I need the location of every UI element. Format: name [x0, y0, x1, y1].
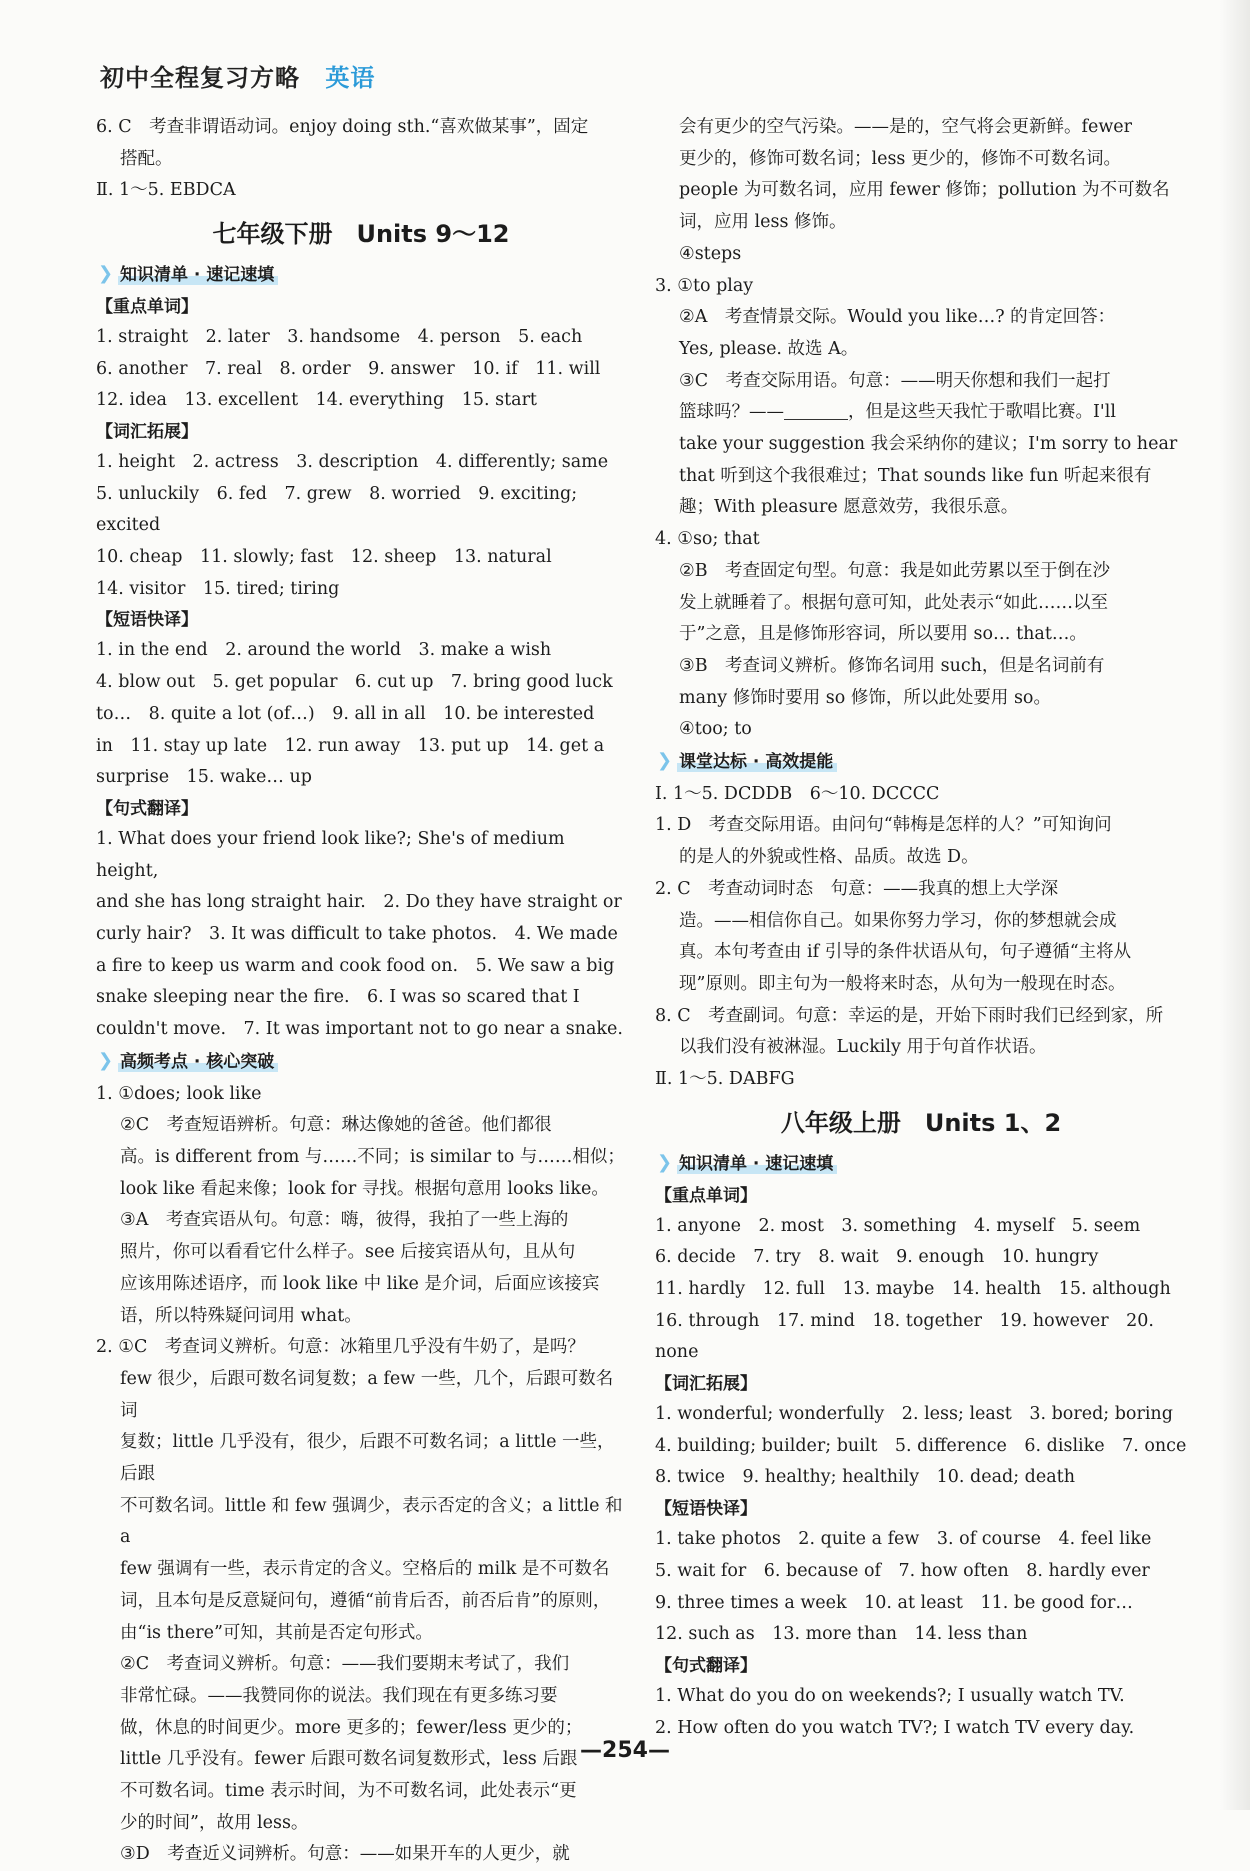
section-heading	[96, 1048, 278, 1076]
answer-line: that 听到这个我很难过；That sounds like fun 听起来很有	[679, 465, 1152, 486]
book-title: 初中全程复习方略	[100, 63, 300, 92]
answer-line: 2. ①C 考查词义辨析。句意：冰箱里几乎没有牛奶了，是吗？	[96, 1337, 585, 1358]
answer-line: 的是人的外貌或性格、品质。故选 D。	[679, 847, 979, 868]
section-label: 知识清单 · 速记速填	[677, 1154, 837, 1174]
answer-line: 3. ①to play	[655, 275, 754, 296]
section-heading	[655, 748, 837, 776]
answer-line: 1. ①does; look like	[96, 1083, 262, 1104]
subsection-title: 【句式翻译】	[96, 798, 198, 819]
answer-line: ③C 考查交际用语。句意：——明天你想和我们一起打	[679, 370, 1111, 391]
answer-line: 语，所以特殊疑问词用 what。	[120, 1305, 362, 1326]
answer-line: Ⅱ. 1～5. DABFG	[655, 1069, 795, 1090]
chevron-right-icon: ❯	[98, 1049, 114, 1071]
answer-line: 11. hardly 12. full 13. maybe 14. health 15. although	[655, 1278, 1171, 1299]
answer-line: 1. height 2. actress 3. description 4. differently; same	[96, 451, 609, 472]
answer-line: 10. cheap 11. slowly; fast 12. sheep 13. natural	[96, 547, 552, 568]
unit-title: 八年级上册 Units 1、2	[780, 1108, 1062, 1137]
answer-line: little 几乎没有。fewer 后跟可数名词复数形式，less 后跟	[120, 1749, 578, 1770]
answer-line: 会有更少的空气污染。——是的，空气将会更新鲜。fewer	[679, 117, 1133, 137]
answer-line: 12. such as 13. more than 14. less than	[655, 1624, 1028, 1645]
answer-line: snake sleeping near the fire. 6. I was so scared that I	[96, 987, 580, 1008]
answer-line: 4. building; builder; built 5. difference 6. dislike 7. once	[655, 1435, 1187, 1456]
subsection-title: 【句式翻译】	[655, 1655, 757, 1676]
right-column	[655, 112, 1187, 1744]
answer-line: 少的时间”，故用 less。	[120, 1812, 309, 1833]
answer-line: 6. decide 7. try 8. wait 9. enough 10. hungry	[655, 1247, 1099, 1268]
answer-line: ③D 考查近义词辨析。句意：——如果开车的人更少，就	[120, 1844, 570, 1865]
answer-line: in 11. stay up late 12. run away 13. put up 14. get a	[96, 735, 605, 756]
answer-line: couldn't move. 7. It was important not to go near a snake.	[96, 1019, 623, 1040]
chevron-right-icon: ❯	[657, 750, 673, 772]
unit-title: 七年级下册 Units 9～12	[212, 220, 510, 249]
answer-line: 搭配。	[120, 148, 173, 169]
answer-line: 1. anyone 2. most 3. something 4. myself 5. seem	[655, 1215, 1141, 1236]
chevron-right-icon: ❯	[657, 1151, 673, 1173]
answer-line: many 修饰时要用 so 修饰，所以此处要用 so。	[679, 687, 1051, 708]
section-label: 知识清单 · 速记速填	[118, 265, 278, 285]
subsection-title: 【重点单词】	[96, 296, 198, 317]
answer-line: to… 8. quite a lot (of…) 9. all in all 10. be interested	[96, 703, 595, 724]
subject-title: 英语	[325, 63, 376, 92]
subsection-title: 【短语快译】	[96, 610, 198, 631]
answer-line: 于”之意，且是修饰形容词，所以要用 so… that…。	[679, 624, 1087, 645]
page-edge-shadow	[1220, 0, 1250, 1810]
answer-line: 趣；With pleasure 愿意效劳，我很乐意。	[679, 497, 1019, 518]
section-label: 课堂达标 · 高效提能	[677, 752, 837, 772]
chevron-right-icon: ❯	[98, 263, 114, 285]
answer-line: 5. unluckily 6. fed 7. grew 8. worried 9. exciting; excited	[96, 483, 578, 536]
answer-line: 4. blow out 5. get popular 6. cut up 7. bring good luck	[96, 672, 613, 693]
answer-line: Ⅱ. 1～5. EBDCA	[96, 180, 236, 201]
answer-line: 复数；little 几乎没有，很少，后跟不可数名词；a little 一些，后跟	[120, 1432, 615, 1485]
answer-line: ④too; to	[679, 719, 752, 740]
subsection-title: 【词汇拓展】	[96, 421, 198, 442]
answer-line: 1. straight 2. later 3. handsome 4. person 5. each	[96, 326, 583, 347]
answer-line: 6. C 考查非谓语动词。enjoy doing sth.“喜欢做某事”，固定	[96, 117, 589, 137]
answer-line: and she has long straight hair. 2. Do they have straight or	[96, 892, 622, 913]
answer-line: few 强调有一些，表示肯定的含义。空格后的 milk 是不可数名	[120, 1559, 610, 1580]
answer-line: 造。——相信你自己。如果你努力学习，你的梦想就会成	[679, 910, 1117, 931]
answer-line: ②C 考查词义辨析。句意：——我们要期末考试了，我们	[120, 1654, 570, 1675]
answer-line: ③A 考查宾语从句。句意：嗨，彼得，我拍了一些上海的	[120, 1210, 569, 1231]
answer-line: 8. twice 9. healthy; healthily 10. dead; death	[655, 1467, 1075, 1488]
answer-line: 不可数名词。little 和 few 强调少，表示否定的含义；a little 和 a	[120, 1495, 623, 1548]
answer-line: surprise 15. wake… up	[96, 767, 312, 788]
answer-line: 1. wonderful; wonderfully 2. less; least 3. bored; boring	[655, 1404, 1173, 1425]
answer-line: 发上就睡着了。根据句意可知，此处表示“如此……以至	[679, 592, 1108, 613]
answer-line: 5. wait for 6. because of 7. how often 8. hardly ever	[655, 1560, 1150, 1581]
answer-line: ②B 考查固定句型。句意：我是如此劳累以至于倒在沙	[679, 560, 1111, 581]
answer-line: look like 看起来像；look for 寻找。根据句意用 looks like。	[120, 1178, 609, 1199]
answer-line: 8. C 考查副词。句意：幸运的是，开始下雨时我们已经到家，所	[655, 1005, 1164, 1026]
section-heading	[655, 1150, 837, 1178]
answer-line: 做，休息的时间更少。more 更多的；fewer/less 更少的；	[120, 1717, 583, 1738]
answer-line: ②A 考查情景交际。Would you like…? 的肯定回答：	[679, 307, 1116, 328]
answer-line: 1. D 考查交际用语。由问句“韩梅是怎样的人？”可知询问	[655, 815, 1112, 836]
answer-line: few 很少，后跟可数名词复数；a few 一些，几个，后跟可数名词	[120, 1368, 614, 1421]
section-heading	[96, 261, 278, 289]
answer-line: 照片，你可以看看它什么样子。see 后接宾语从句，且从句	[120, 1242, 576, 1263]
answer-line: 14. visitor 15. tired; tiring	[96, 578, 340, 599]
page-header	[100, 58, 375, 93]
answer-text: ，但是这些天我忙于歌唱比赛。I'll	[848, 402, 1116, 423]
answer-line: 1. What do you do on weekends?; I usually watch TV.	[655, 1685, 1125, 1706]
answer-line: 16. through 17. mind 18. together 19. however 20. none	[655, 1310, 1154, 1363]
subsection-title: 【词汇拓展】	[655, 1374, 757, 1395]
answer-line: 9. three times a week 10. at least 11. be good for…	[655, 1592, 1133, 1613]
answer-line: take your suggestion 我会采纳你的建议；I'm sorry to hear	[679, 434, 1178, 455]
subsection-title: 【短语快译】	[655, 1499, 757, 1520]
answer-line: 4. ①so; that	[655, 529, 760, 550]
answer-line: 更少的，修饰可数名词；less 更少的，修饰不可数名词。	[679, 148, 1121, 169]
answer-text: 篮球吗？——	[679, 402, 784, 423]
answer-line: curly hair? 3. It was difficult to take photos. 4. We made	[96, 924, 618, 945]
answer-line: ④steps	[679, 243, 742, 264]
answer-line: ③B 考查词义辨析。修饰名词用 such，但是名词前有	[679, 655, 1105, 676]
answer-line: 1. in the end 2. around the world 3. make a wish	[96, 640, 552, 661]
answer-line: 6. another 7. real 8. order 9. answer 10. if 11. will	[96, 358, 601, 379]
answer-line: 现”原则。即主句为一般将来时态，从句为一般现在时态。	[679, 973, 1126, 994]
answer-line: 真。本句考查由 if 引导的条件状语从句，句子遵循“主将从	[679, 942, 1132, 963]
answer-line: 由“is there”可知，其前是否定句形式。	[120, 1622, 433, 1643]
answer-line: Ⅰ. 1～5. DCDDB 6～10. DCCCC	[655, 783, 940, 804]
answer-line: ②C 考查短语辨析。句意：琳达像她的爸爸。他们都很	[120, 1115, 552, 1136]
answer-line: 高。is different from 与……不同；is similar to 与……相似；	[120, 1146, 625, 1167]
left-column	[96, 112, 626, 1871]
answer-line: 2. C 考查动词时态 句意：——我真的想上大学深	[655, 878, 1059, 899]
answer-line: a fire to keep us warm and cook food on. 5. We saw a big	[96, 955, 615, 976]
page-number: —254—	[580, 1738, 670, 1763]
answer-line	[655, 397, 1187, 429]
answer-line: 非常忙碌。——我赞同你的说法。我们现在有更多练习要	[120, 1685, 558, 1706]
answer-line: 12. idea 13. excellent 14. everything 15. start	[96, 390, 537, 411]
answer-line: people 为可数名词，应用 fewer 修饰；pollution 为不可数名	[679, 180, 1170, 201]
subsection-title: 【重点单词】	[655, 1185, 757, 1206]
answer-line: 以我们没有被淋湿。Luckily 用于句首作状语。	[679, 1037, 1047, 1058]
section-label: 高频考点 · 核心突破	[118, 1052, 278, 1072]
answer-line: 词，且本句是反意疑问句，遵循“前肯后否，前否后肯”的原则，	[120, 1590, 611, 1611]
answer-line: Yes, please. 故选 A。	[679, 338, 859, 359]
answer-line: 不可数名词。time 表示时间，为不可数名词，此处表示“更	[120, 1781, 577, 1802]
answer-line: 词，应用 less 修饰。	[679, 212, 847, 233]
answer-line: 2. How often do you watch TV?; I watch TV every day.	[655, 1717, 1135, 1738]
answer-line: 应该用陈述语序，而 look like 中 like 是介词，后面应该接宾	[120, 1273, 600, 1294]
answer-line: 1. What does your friend look like?; She's of medium height,	[96, 828, 565, 881]
answer-line: 1. take photos 2. quite a few 3. of course 4. feel like	[655, 1529, 1152, 1550]
answer-blank	[784, 401, 848, 420]
